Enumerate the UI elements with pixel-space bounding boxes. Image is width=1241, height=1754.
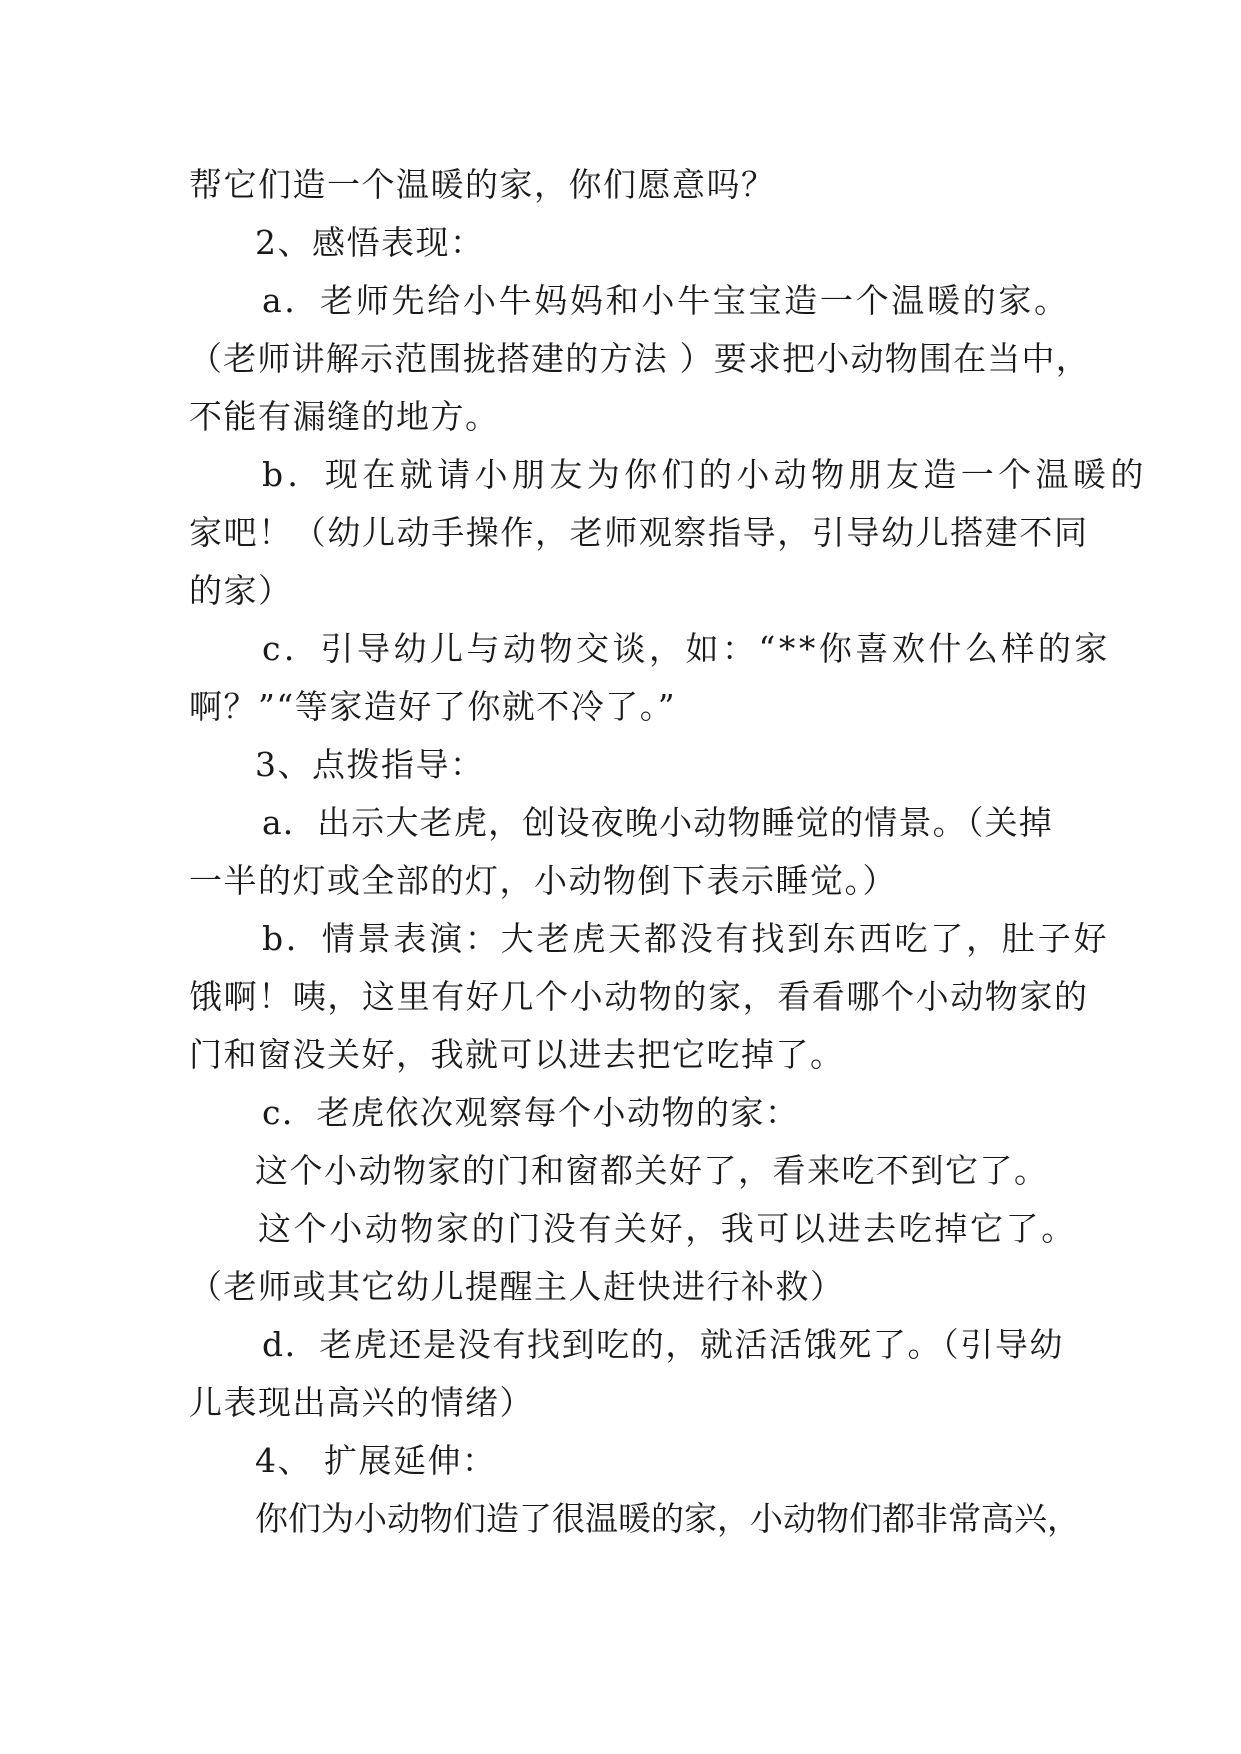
- text-line: 你们为小动物们造了很温暖的家，小动物们都非常高兴，: [255, 1499, 1080, 1538]
- text-line: b．情景表演：大老虎天都没有找到东西吃了，肚子好: [262, 919, 1110, 958]
- text-line: 一半的灯或全部的灯，小动物倒下表示睡觉。）: [189, 861, 897, 900]
- section-heading: 4、 扩展延伸：: [255, 1441, 497, 1480]
- text-line: 啊？”“等家造好了你就不冷了。”: [189, 687, 677, 726]
- text-line: 这个小动物家的门和窗都关好了，看来吃不到它了。: [255, 1151, 1049, 1190]
- text-line: （老师讲解示范围拢搭建的方法 ）要求把小动物围在当中，: [189, 339, 1090, 378]
- section-heading: 3、点拨指导：: [255, 745, 485, 784]
- text-line: 的家）: [189, 571, 293, 610]
- text-line: 门和窗没关好，我就可以进去把它吃掉了。: [189, 1035, 845, 1074]
- text-line: a．老师先给小牛妈妈和小牛宝宝造一个温暖的家。: [262, 281, 1070, 320]
- text-line: 这个小动物家的门没有关好，我可以进去吃掉它了。: [258, 1209, 1077, 1248]
- text-line: 帮它们造一个温暖的家，你们愿意吗？: [189, 165, 776, 204]
- text-line: 不能有漏缝的地方。: [189, 397, 500, 436]
- text-line: c．老虎依次观察每个小动物的家：: [262, 1093, 800, 1132]
- section-heading: 2、感悟表现：: [255, 223, 485, 262]
- text-line: d．老虎还是没有找到吃的，就活活饿死了。（引导幼: [262, 1325, 1065, 1364]
- text-line: （老师或其它幼儿提醒主人赶快进行补救）: [189, 1267, 845, 1306]
- text-line: 儿表现出高兴的情绪）: [189, 1383, 534, 1422]
- text-line: 饿啊！咦，这里有好几个小动物的家，看看哪个小动物家的: [189, 977, 1089, 1016]
- text-line: 家吧！（幼儿动手操作，老师观察指导，引导幼儿搭建不同: [189, 513, 1089, 552]
- text-line: c．引导幼儿与动物交谈，如：“**你喜欢什么样的家: [262, 629, 1111, 668]
- text-line: b．现在就请小朋友为你们的小动物朋友造一个温暖的: [262, 455, 1148, 494]
- text-line: a．出示大老虎，创设夜晚小动物睡觉的情景。（关掉: [262, 803, 1053, 842]
